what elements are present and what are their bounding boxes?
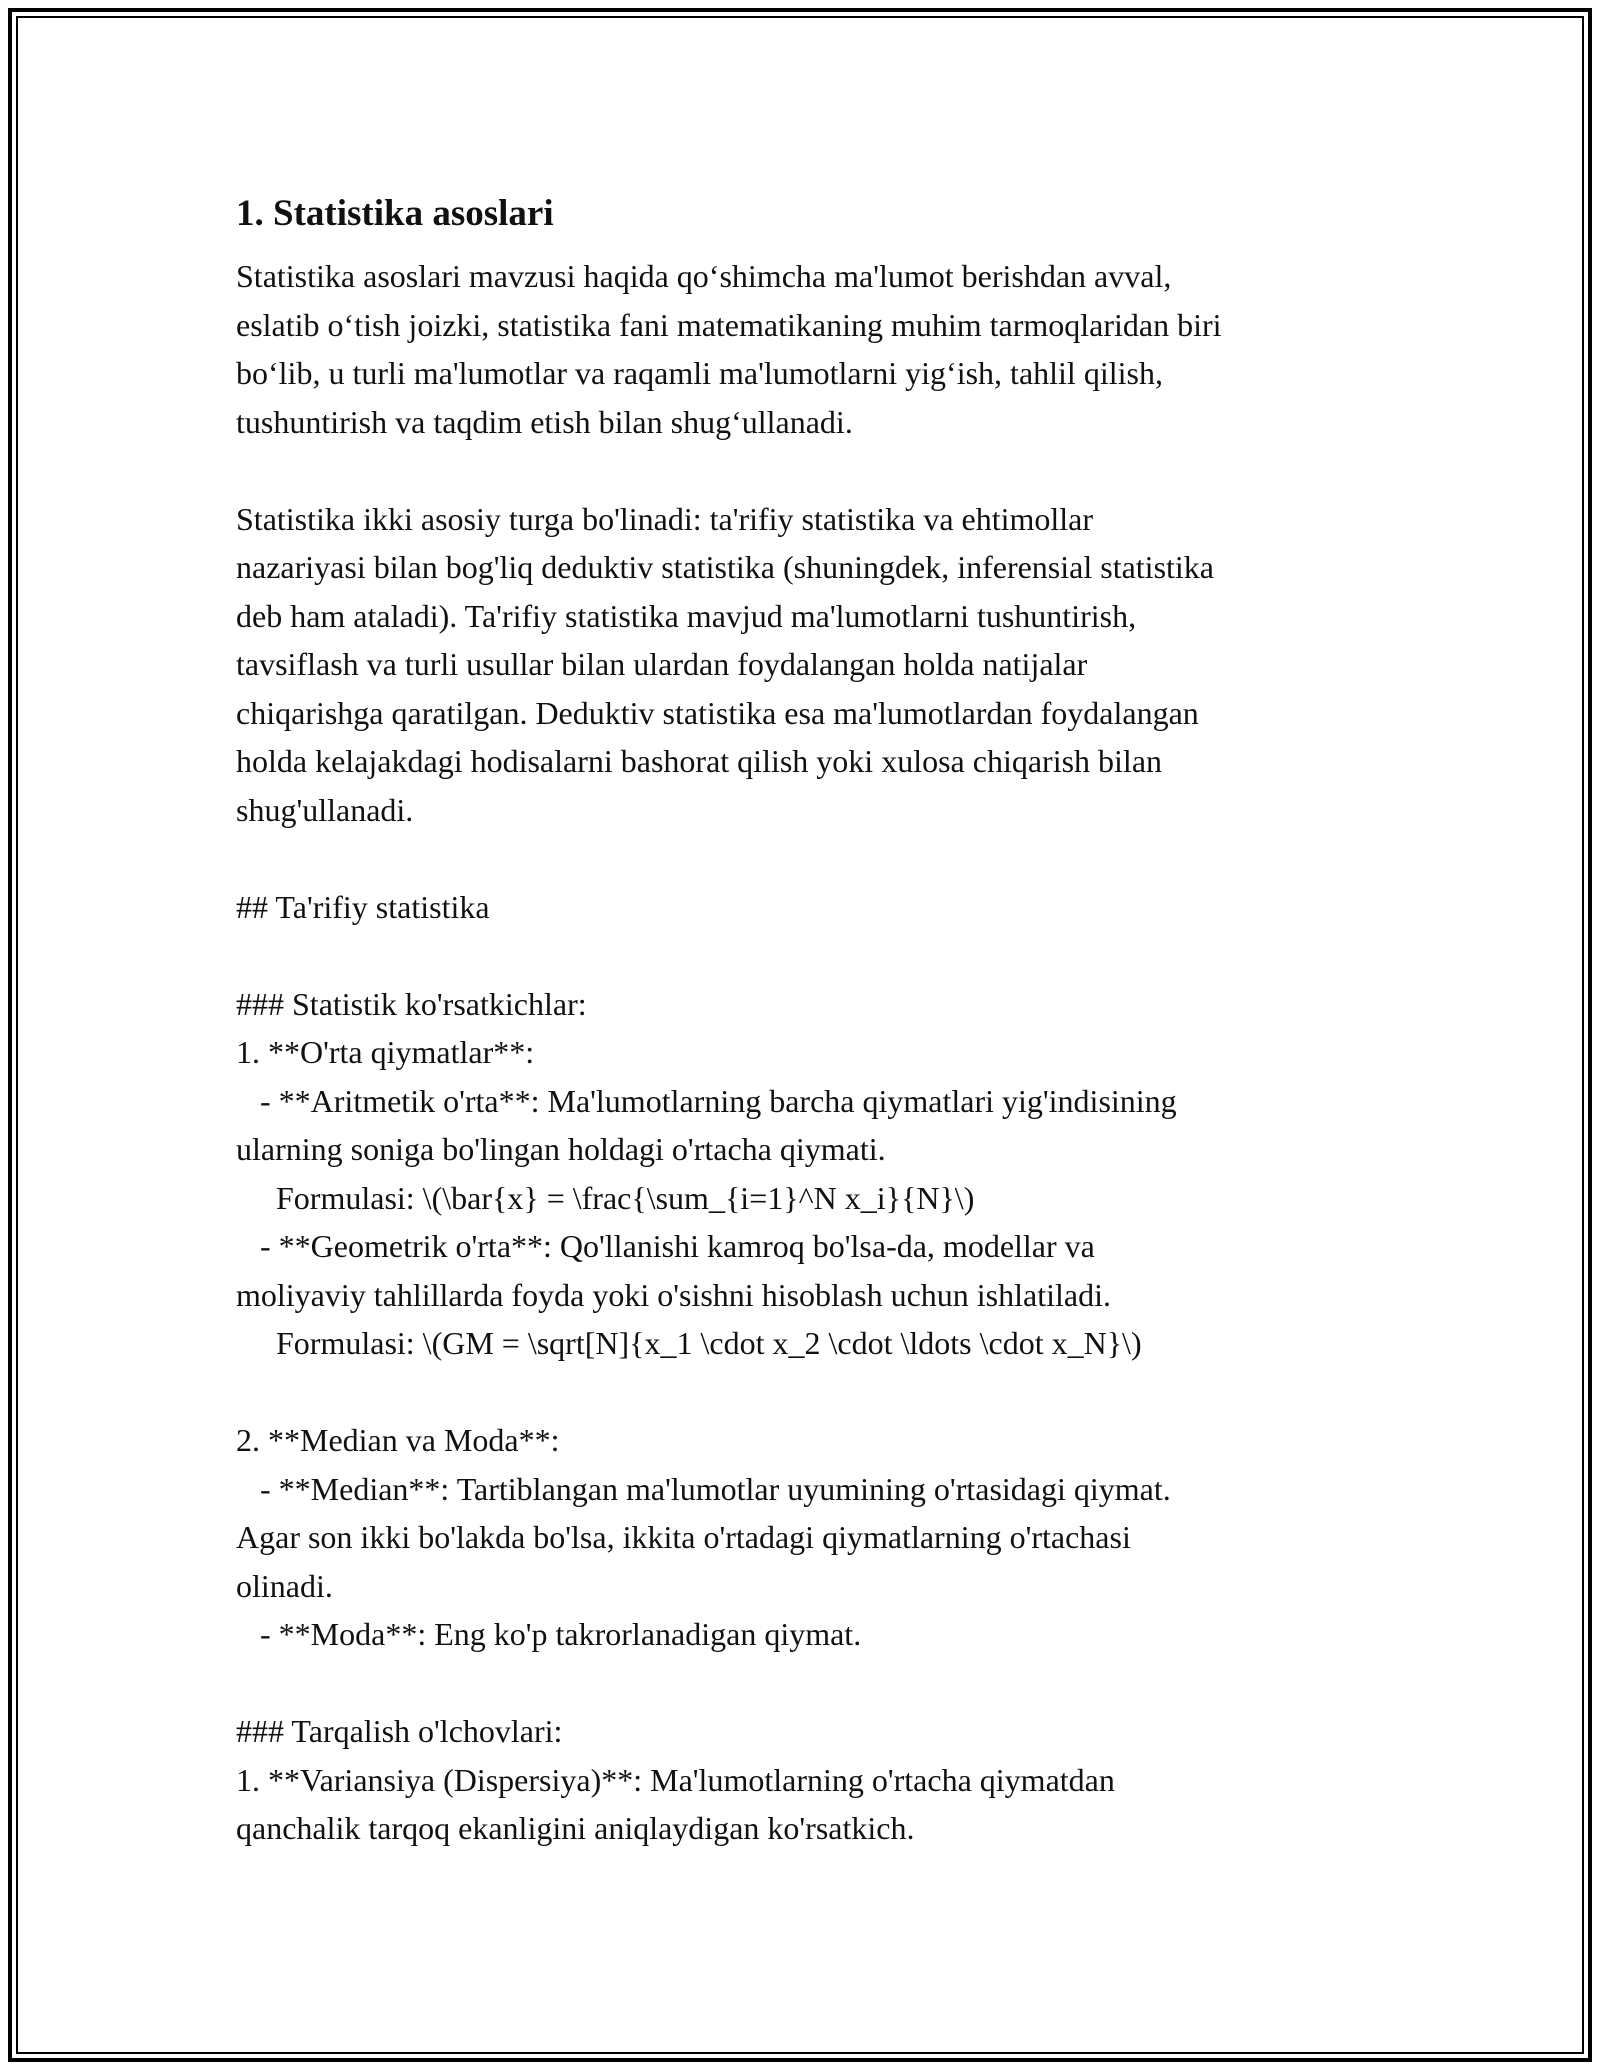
- document-body: [236, 184, 1376, 1853]
- median-mode-section: [236, 1416, 1376, 1659]
- list-item: 1. **Variansiya (Dispersiya)**: Ma'lumotlarning o'rtacha qiymatdan: [236, 1761, 1115, 1798]
- list-item: - **Geometrik o'rta**: Qo'llanishi kamroq bo'lsa-da, modellar va: [236, 1228, 1095, 1264]
- text-line: nazariyasi bilan bog'liq deduktiv statistika (shuningdek, inferensial statistika: [236, 549, 1214, 585]
- text-line: bo‘lib, u turli ma'lumotlar va raqamli ma'lumotlarni yig‘ish, tahlil qilish,: [236, 355, 1163, 391]
- document-title: 1. Statistika asoslari: [236, 193, 554, 234]
- paragraph-types: [236, 495, 1376, 835]
- list-item: 2. **Median va Moda**:: [236, 1422, 560, 1458]
- text-line: Agar son ikki bo'lakda bo'lsa, ikkita o'rtadagi qiymatlarning o'rtachasi: [236, 1519, 1131, 1555]
- text-line: ularning soniga bo'lingan holdagi o'rtacha qiymati.: [236, 1131, 886, 1167]
- list-item: - **Median**: Tartiblangan ma'lumotlar uyumining o'rtasidagi qiymat.: [236, 1470, 1171, 1507]
- formula-line: Formulasi: \(GM = \sqrt[N]{x_1 \cdot x_2 \cdot \ldots \cdot x_N}\): [236, 1325, 1142, 1361]
- text-line: Statistika ikki asosiy turga bo'linadi: ta'rifiy statistika va ehtimollar: [236, 500, 1094, 537]
- subsection-heading: ### Statistik ko'rsatkichlar:: [236, 985, 587, 1022]
- list-item: 1. **O'rta qiymatlar**:: [236, 1034, 535, 1070]
- formula-line: Formulasi: \(\bar{x} = \frac{\sum_{i=1}^N x_i}{N}\): [236, 1179, 975, 1216]
- text-line: holda kelajakdagi hodisalarni bashorat qilish yoki xulosa chiqarish bilan: [236, 743, 1163, 779]
- text-line: chiqarishga qaratilgan. Deduktiv statistika esa ma'lumotlardan foydalangan: [236, 694, 1199, 731]
- subsection-heading: ### Tarqalish o'lchovlari:: [236, 1713, 563, 1749]
- list-item: - **Aritmetik o'rta**: Ma'lumotlarning barcha qiymatlari yig'indisining: [236, 1082, 1177, 1119]
- statistical-indicators-section: [236, 980, 1376, 1368]
- text-line: olinadi.: [236, 1567, 333, 1604]
- text-line: Statistika asoslari mavzusi haqida qo‘shimcha ma'lumot berishdan avval,: [236, 258, 1172, 294]
- text-line: shug'ullanadi.: [236, 791, 414, 828]
- paragraph-gap: [236, 834, 1376, 883]
- text-line: eslatib o‘tish joizki, statistika fani matematikaning muhim tarmoqlaridan biri: [236, 306, 1222, 343]
- paragraph-gap: [236, 1368, 1376, 1417]
- text-line: tushuntirish va taqdim etish bilan shug‘ullanadi.: [236, 403, 853, 440]
- text-line: moliyaviy tahlillarda foyda yoki o'sishni hisoblash uchun ishlatiladi.: [236, 1276, 1111, 1313]
- list-item: - **Moda**: Eng ko'p takrorlanadigan qiymat.: [236, 1616, 862, 1652]
- dispersion-section: [236, 1707, 1376, 1853]
- text-line: tavsiflash va turli usullar bilan ulardan foydalangan holda natijalar: [236, 646, 1088, 682]
- paragraph-gap: [236, 931, 1376, 980]
- section-heading-block: [236, 883, 1376, 932]
- section-heading: ## Ta'rifiy statistika: [236, 888, 490, 925]
- text-line: qanchalik tarqoq ekanligini aniqlaydigan ko'rsatkich.: [236, 1810, 915, 1846]
- text-line: deb ham ataladi). Ta'rifiy statistika mavjud ma'lumotlarni tushuntirish,: [236, 597, 1137, 634]
- paragraph-gap: [236, 1659, 1376, 1708]
- paragraph-intro: [236, 252, 1376, 446]
- paragraph-gap: [236, 446, 1376, 495]
